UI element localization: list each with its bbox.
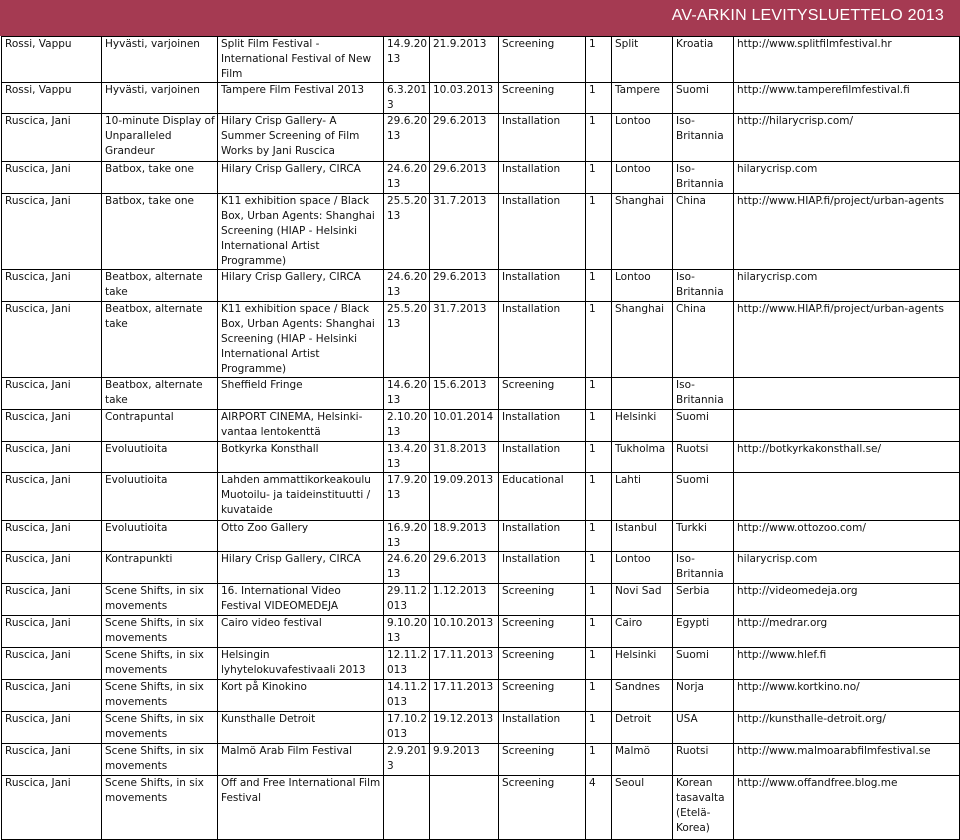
cell-artist: Ruscica, Jani [2,584,102,616]
cell-country: Serbia [673,584,734,616]
cell-count: 1 [586,584,612,616]
cell-count: 1 [586,162,612,194]
cell-country: Korean tasavalta (Etelä-Korea) [673,776,734,840]
cell-end-date: 9.9.2013 [430,744,499,776]
cell-country: Iso-Britannia [673,114,734,162]
cell-venue: Lahden ammattikorkeakoulu Muotoilu- ja taideinstituutti / kuvataide [218,473,384,521]
cell-city [612,378,673,410]
cell-country: Iso-Britannia [673,378,734,410]
cell-venue: Hilary Crisp Gallery, CIRCA [218,552,384,584]
cell-end-date: 19.12.2013 [430,712,499,744]
cell-url [734,410,960,442]
cell-end-date: 19.09.2013 [430,473,499,521]
cell-work: Scene Shifts, in six movements [102,616,218,648]
cell-url: http://medrar.org [734,616,960,648]
cell-artist: Ruscica, Jani [2,712,102,744]
cell-artist: Ruscica, Jani [2,473,102,521]
cell-artist: Ruscica, Jani [2,616,102,648]
cell-url: http://www.splitfilmfestival.hr [734,37,960,83]
cell-venue: Hilary Crisp Gallery, CIRCA [218,270,384,302]
cell-url: http://www.kortkino.no/ [734,680,960,712]
cell-count: 1 [586,410,612,442]
cell-artist: Ruscica, Jani [2,378,102,410]
page-title: AV-ARKIN LEVITYSLUETTELO 2013 [671,7,944,24]
table-row [2,410,960,442]
cell-city: Lontoo [612,270,673,302]
cell-venue: Off and Free International Film Festival [218,776,384,840]
cell-artist: Ruscica, Jani [2,270,102,302]
cell-count: 1 [586,648,612,680]
page-header [0,0,960,36]
cell-type: Installation [499,302,586,378]
cell-work: Scene Shifts, in six movements [102,712,218,744]
table-row [2,442,960,473]
cell-end-date [430,776,499,840]
cell-country: Suomi [673,648,734,680]
cell-type: Installation [499,162,586,194]
cell-url: http://videomedeja.org [734,584,960,616]
cell-start-date: 25.5.2013 [384,194,430,270]
cell-venue: K11 exhibition space / Black Box, Urban Agents: Shanghai Screening (HIAP - Helsinki International Artist Programme) [218,194,384,270]
cell-artist: Ruscica, Jani [2,744,102,776]
cell-type: Installation [499,194,586,270]
cell-type: Screening [499,37,586,83]
cell-city: Lontoo [612,162,673,194]
cell-country: Suomi [673,473,734,521]
cell-work: Scene Shifts, in six movements [102,776,218,840]
cell-url: http://kunsthalle-detroit.org/ [734,712,960,744]
cell-url: http://www.HIAP.fi/project/urban-agents [734,302,960,378]
cell-venue: Helsingin lyhytelokuvafestivaali 2013 [218,648,384,680]
cell-city: Malmö [612,744,673,776]
cell-start-date: 14.9.2013 [384,37,430,83]
cell-count: 1 [586,521,612,552]
cell-start-date: 13.4.2013 [384,442,430,473]
cell-work: Evoluutioita [102,442,218,473]
cell-work: Scene Shifts, in six movements [102,680,218,712]
cell-city: Novi Sad [612,584,673,616]
cell-start-date: 24.6.2013 [384,552,430,584]
table-row [2,194,960,270]
table-row [2,776,960,840]
cell-url [734,473,960,521]
table-row [2,712,960,744]
cell-city: Shanghai [612,302,673,378]
cell-count: 1 [586,270,612,302]
cell-type: Installation [499,442,586,473]
cell-country: Iso-Britannia [673,162,734,194]
cell-country: Egypti [673,616,734,648]
cell-work: Contrapuntal [102,410,218,442]
cell-count: 1 [586,194,612,270]
cell-artist: Ruscica, Jani [2,552,102,584]
cell-count: 1 [586,680,612,712]
cell-url: http://botkyrkakonsthall.se/ [734,442,960,473]
cell-end-date: 18.9.2013 [430,521,499,552]
cell-count: 1 [586,442,612,473]
cell-url: hilarycrisp.com [734,270,960,302]
cell-country: Ruotsi [673,442,734,473]
cell-type: Educational [499,473,586,521]
table-row [2,162,960,194]
cell-work: Kontrapunkti [102,552,218,584]
cell-city: Istanbul [612,521,673,552]
cell-end-date: 29.6.2013 [430,162,499,194]
cell-work: Beatbox, alternate take [102,302,218,378]
cell-type: Screening [499,378,586,410]
cell-start-date: 12.11.2013 [384,648,430,680]
cell-venue: Kort på Kinokino [218,680,384,712]
cell-start-date: 24.6.2013 [384,270,430,302]
table-row [2,270,960,302]
cell-end-date: 1.12.2013 [430,584,499,616]
cell-end-date: 10.03.2013 [430,83,499,114]
cell-city: Split [612,37,673,83]
table-row [2,302,960,378]
cell-work: Beatbox, alternate take [102,378,218,410]
cell-count: 1 [586,114,612,162]
cell-type: Screening [499,680,586,712]
cell-venue: Hilary Crisp Gallery- A Summer Screening of Film Works by Jani Ruscica [218,114,384,162]
cell-type: Screening [499,776,586,840]
cell-city: Tukholma [612,442,673,473]
cell-type: Installation [499,552,586,584]
cell-end-date: 21.9.2013 [430,37,499,83]
cell-count: 1 [586,616,612,648]
cell-start-date: 24.6.2013 [384,162,430,194]
cell-country: Suomi [673,410,734,442]
cell-venue: Split Film Festival - International Festival of New Film [218,37,384,83]
table-row [2,83,960,114]
cell-end-date: 31.8.2013 [430,442,499,473]
cell-venue: Botkyrka Konsthall [218,442,384,473]
cell-count: 1 [586,37,612,83]
cell-country: Kroatia [673,37,734,83]
cell-country: Iso-Britannia [673,552,734,584]
cell-start-date: 17.10.2013 [384,712,430,744]
cell-city: Cairo [612,616,673,648]
cell-url: http://www.offandfree.blog.me [734,776,960,840]
cell-venue: Cairo video festival [218,616,384,648]
cell-start-date: 16.9.2013 [384,521,430,552]
cell-country: China [673,302,734,378]
cell-country: USA [673,712,734,744]
cell-city: Lahti [612,473,673,521]
cell-end-date: 15.6.2013 [430,378,499,410]
cell-count: 1 [586,83,612,114]
cell-type: Installation [499,521,586,552]
cell-work: Beatbox, alternate take [102,270,218,302]
cell-end-date: 31.7.2013 [430,302,499,378]
cell-end-date: 17.11.2013 [430,648,499,680]
cell-country: Iso-Britannia [673,270,734,302]
cell-city: Helsinki [612,648,673,680]
table-row [2,680,960,712]
cell-work: Scene Shifts, in six movements [102,648,218,680]
cell-type: Screening [499,616,586,648]
cell-venue: Sheffield Fringe [218,378,384,410]
cell-type: Installation [499,114,586,162]
cell-start-date: 29.6.2013 [384,114,430,162]
cell-country: Suomi [673,83,734,114]
cell-type: Screening [499,83,586,114]
cell-city: Shanghai [612,194,673,270]
cell-url: hilarycrisp.com [734,162,960,194]
table-row [2,473,960,521]
cell-country: Turkki [673,521,734,552]
cell-start-date: 17.9.2013 [384,473,430,521]
table-row [2,584,960,616]
cell-start-date: 25.5.2013 [384,302,430,378]
cell-url: http://www.HIAP.fi/project/urban-agents [734,194,960,270]
cell-start-date: 14.6.2013 [384,378,430,410]
table-row [2,648,960,680]
cell-artist: Rossi, Vappu [2,37,102,83]
cell-artist: Ruscica, Jani [2,302,102,378]
cell-url: http://www.malmoarabfilmfestival.se [734,744,960,776]
cell-type: Screening [499,744,586,776]
cell-start-date [384,776,430,840]
table-row [2,552,960,584]
cell-start-date: 14.11.2013 [384,680,430,712]
cell-end-date: 17.11.2013 [430,680,499,712]
cell-url: http://www.ottozoo.com/ [734,521,960,552]
table-row [2,378,960,410]
cell-work: Evoluutioita [102,473,218,521]
cell-artist: Ruscica, Jani [2,776,102,840]
cell-artist: Ruscica, Jani [2,648,102,680]
table-body [2,37,960,840]
cell-work: Batbox, take one [102,162,218,194]
cell-city: Lontoo [612,552,673,584]
cell-end-date: 29.6.2013 [430,552,499,584]
cell-type: Installation [499,410,586,442]
cell-count: 1 [586,552,612,584]
cell-venue: AIRPORT CINEMA, Helsinki-vantaa lentokenttä [218,410,384,442]
cell-artist: Ruscica, Jani [2,442,102,473]
cell-venue: Hilary Crisp Gallery, CIRCA [218,162,384,194]
cell-city: Helsinki [612,410,673,442]
cell-count: 1 [586,744,612,776]
cell-venue: K11 exhibition space / Black Box, Urban Agents: Shanghai Screening (HIAP - Helsinki International Artist Programme) [218,302,384,378]
cell-type: Installation [499,712,586,744]
table-row [2,521,960,552]
cell-type: Screening [499,584,586,616]
cell-start-date: 9.10.2013 [384,616,430,648]
cell-url: http://www.hlef.fi [734,648,960,680]
table-row [2,616,960,648]
cell-work: Scene Shifts, in six movements [102,584,218,616]
cell-work: Evoluutioita [102,521,218,552]
cell-venue: Kunsthalle Detroit [218,712,384,744]
cell-artist: Ruscica, Jani [2,162,102,194]
cell-venue: Malmö Arab Film Festival [218,744,384,776]
cell-url: http://hilarycrisp.com/ [734,114,960,162]
cell-end-date: 31.7.2013 [430,194,499,270]
cell-start-date: 29.11.2013 [384,584,430,616]
cell-end-date: 29.6.2013 [430,114,499,162]
cell-work: Hyvästi, varjoinen [102,37,218,83]
cell-city: Lontoo [612,114,673,162]
cell-type: Screening [499,648,586,680]
cell-end-date: 10.01.2014 [430,410,499,442]
cell-venue: Otto Zoo Gallery [218,521,384,552]
cell-artist: Rossi, Vappu [2,83,102,114]
cell-count: 1 [586,712,612,744]
cell-url: http://www.tamperefilmfestival.fi [734,83,960,114]
cell-end-date: 10.10.2013 [430,616,499,648]
cell-count: 1 [586,378,612,410]
table-row [2,744,960,776]
cell-work: Hyvästi, varjoinen [102,83,218,114]
cell-url: hilarycrisp.com [734,552,960,584]
cell-work: Scene Shifts, in six movements [102,744,218,776]
cell-count: 1 [586,302,612,378]
cell-start-date: 2.9.2013 [384,744,430,776]
table-row [2,114,960,162]
cell-city: Sandnes [612,680,673,712]
cell-count: 4 [586,776,612,840]
cell-work: 10-minute Display of Unparalleled Grandeur [102,114,218,162]
cell-end-date: 29.6.2013 [430,270,499,302]
cell-artist: Ruscica, Jani [2,521,102,552]
cell-artist: Ruscica, Jani [2,410,102,442]
cell-artist: Ruscica, Jani [2,194,102,270]
cell-url [734,378,960,410]
cell-venue: Tampere Film Festival 2013 [218,83,384,114]
distribution-table [1,36,960,840]
cell-start-date: 6.3.2013 [384,83,430,114]
cell-city: Seoul [612,776,673,840]
cell-count: 1 [586,473,612,521]
cell-country: Ruotsi [673,744,734,776]
cell-country: China [673,194,734,270]
cell-start-date: 2.10.2013 [384,410,430,442]
cell-artist: Ruscica, Jani [2,114,102,162]
table-row [2,37,960,83]
cell-work: Batbox, take one [102,194,218,270]
cell-country: Norja [673,680,734,712]
cell-artist: Ruscica, Jani [2,680,102,712]
cell-venue: 16. International Video Festival VIDEOMEDEJA [218,584,384,616]
cell-type: Installation [499,270,586,302]
cell-city: Detroit [612,712,673,744]
cell-city: Tampere [612,83,673,114]
